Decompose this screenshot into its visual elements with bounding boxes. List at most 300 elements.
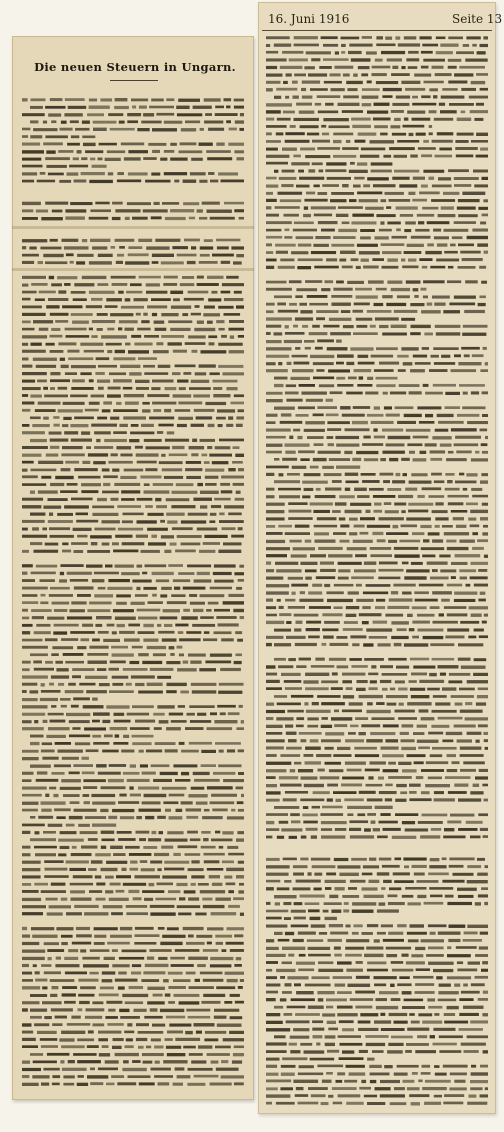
text-line-fragment: [215, 935, 232, 938]
text-line-fragment: [167, 927, 179, 930]
text-line-fragment: [132, 742, 151, 745]
text-line-fragment: [72, 942, 91, 945]
text-line-fragment: [457, 207, 476, 210]
text-line-fragment: [300, 799, 324, 802]
text-line-fragment: [152, 572, 174, 575]
text-line-fragment: [341, 310, 350, 313]
text-line-fragment: [145, 468, 157, 471]
text-line-fragment: [113, 742, 128, 745]
text-line-fragment: [49, 276, 54, 279]
text-line-fragment: [382, 673, 408, 676]
text-line-fragment: [266, 317, 292, 320]
text-line-fragment: [204, 853, 225, 856]
text-line-fragment: [178, 417, 193, 420]
text-line-fragment: [404, 643, 428, 646]
text-line-fragment: [317, 147, 340, 150]
text-line-fragment: [110, 883, 121, 886]
text-line-fragment: [34, 1023, 49, 1026]
text-line-fragment: [22, 520, 45, 523]
text-line-fragment: [22, 624, 33, 627]
text-line-fragment: [126, 1038, 133, 1041]
text-line-fragment: [196, 416, 213, 419]
text-line-fragment: [323, 58, 349, 61]
text-line-fragment: [386, 947, 411, 950]
text-line-fragment: [388, 902, 405, 905]
text-line-fragment: [121, 306, 144, 309]
text-line-fragment: [266, 547, 290, 550]
text-line-fragment: [166, 727, 181, 730]
text-line-fragment: [139, 838, 146, 841]
text-line-fragment: [172, 246, 188, 249]
text-line-fragment: [476, 103, 484, 106]
text-line-fragment: [102, 409, 111, 412]
text-line-fragment: [266, 1042, 287, 1045]
page-number: Seite 13: [452, 12, 503, 26]
text-line-fragment: [74, 550, 84, 553]
text-line-fragment: [294, 628, 301, 631]
text-line-fragment: [90, 158, 95, 161]
text-line-fragment: [317, 406, 337, 409]
text-line-fragment: [168, 342, 182, 345]
text-line-fragment: [337, 354, 354, 357]
text-line-fragment: [61, 942, 68, 945]
text-line-fragment: [160, 158, 167, 161]
text-line-fragment: [200, 254, 210, 257]
text-line-fragment: [374, 939, 380, 942]
text-line-fragment: [204, 98, 221, 101]
text-line-fragment: [183, 372, 191, 375]
text-line-fragment: [266, 177, 277, 180]
text-line-fragment: [127, 1023, 132, 1026]
text-line-fragment: [293, 547, 315, 550]
text-line-fragment: [266, 88, 273, 91]
text-line-fragment: [96, 883, 105, 886]
text-line-fragment: [212, 883, 223, 886]
text-line-fragment: [403, 362, 413, 365]
text-line-fragment: [125, 261, 149, 264]
text-line-fragment: [97, 313, 108, 316]
text-line-fragment: [238, 335, 244, 338]
text-line-fragment: [61, 898, 68, 901]
text-line-fragment: [113, 409, 138, 412]
text-line-fragment: [65, 661, 84, 664]
text-line-fragment: [376, 347, 398, 350]
text-line-fragment: [235, 120, 244, 123]
text-line-fragment: [228, 513, 242, 516]
text-line-fragment: [169, 794, 185, 797]
text-line-fragment: [266, 503, 285, 506]
text-line-fragment: [102, 520, 120, 523]
text-line-fragment: [266, 1021, 283, 1024]
text-line-fragment: [153, 483, 173, 486]
text-line-fragment: [126, 905, 148, 908]
text-line-fragment: [131, 335, 141, 338]
text-line-fragment: [292, 592, 296, 595]
text-line-fragment: [314, 266, 339, 269]
text-line-fragment: [274, 458, 279, 461]
text-line-fragment: [349, 199, 357, 202]
text-line-fragment: [321, 288, 330, 291]
text-line-fragment: [112, 809, 134, 812]
text-line-fragment: [57, 276, 77, 279]
text-line-fragment: [342, 1050, 354, 1053]
text-line-fragment: [48, 113, 61, 116]
text-line-fragment: [453, 873, 474, 876]
text-line-fragment: [464, 932, 478, 935]
text-line-fragment: [113, 431, 127, 434]
text-line-fragment: [94, 572, 119, 575]
text-line-fragment: [419, 421, 435, 424]
text-line-fragment: [305, 347, 311, 350]
text-line-fragment: [161, 335, 184, 338]
text-line-fragment: [428, 924, 447, 927]
text-line-fragment: [161, 535, 174, 538]
text-line-fragment: [191, 380, 210, 383]
text-line-fragment: [407, 1087, 420, 1090]
text-line-fragment: [187, 261, 196, 264]
text-line-fragment: [238, 890, 244, 893]
text-line-fragment: [430, 450, 446, 453]
text-line-fragment: [56, 927, 73, 930]
text-line-fragment: [282, 1057, 307, 1060]
text-line-fragment: [176, 106, 189, 109]
text-line-fragment: [460, 747, 482, 750]
text-line-fragment: [22, 757, 39, 760]
text-line-fragment: [208, 128, 224, 131]
text-line-fragment: [478, 813, 488, 816]
text-line-fragment: [138, 1031, 164, 1034]
text-line-fragment: [169, 713, 183, 716]
text-line-fragment: [442, 858, 447, 861]
text-line-fragment: [22, 675, 48, 678]
text-line-fragment: [98, 1068, 118, 1071]
text-line-fragment: [422, 1087, 447, 1090]
text-line-fragment: [88, 453, 108, 456]
text-line-fragment: [379, 858, 391, 861]
text-line-fragment: [73, 764, 93, 767]
text-line-fragment: [307, 939, 323, 942]
text-line-fragment: [238, 409, 245, 412]
text-line-fragment: [22, 890, 39, 893]
text-line-fragment: [293, 887, 311, 890]
text-line-fragment: [446, 540, 456, 543]
text-line-fragment: [74, 586, 94, 589]
text-line-fragment: [266, 132, 272, 135]
left-article-clipping: [12, 36, 254, 1100]
text-line-fragment: [286, 636, 306, 639]
text-line-fragment: [285, 451, 295, 454]
text-line-fragment: [401, 525, 418, 528]
text-line-fragment: [407, 754, 426, 757]
text-line-fragment: [239, 705, 243, 708]
text-line-fragment: [284, 917, 291, 920]
text-line-fragment: [207, 1053, 230, 1056]
text-line-fragment: [298, 1102, 319, 1105]
text-line-fragment: [58, 387, 68, 390]
text-line-fragment: [60, 564, 83, 567]
text-line-fragment: [483, 732, 488, 735]
text-line-fragment: [399, 976, 410, 979]
text-line-fragment: [266, 939, 274, 942]
text-line-fragment: [266, 828, 279, 831]
text-line-fragment: [64, 1001, 76, 1004]
text-line-fragment: [224, 505, 244, 508]
text-line-fragment: [282, 148, 297, 151]
text-line-fragment: [441, 96, 465, 99]
text-line-fragment: [136, 1038, 147, 1041]
text-line-fragment: [445, 895, 454, 898]
text-line-fragment: [189, 217, 195, 220]
text-line-fragment: [212, 461, 229, 464]
text-line-fragment: [191, 453, 198, 456]
text-line-fragment: [306, 621, 321, 624]
text-line-fragment: [328, 443, 334, 446]
text-line-fragment: [432, 710, 457, 713]
text-line-fragment: [278, 939, 290, 942]
text-line-fragment: [382, 429, 403, 432]
text-line-fragment: [280, 421, 303, 424]
text-line-fragment: [340, 525, 349, 528]
text-line-fragment: [299, 732, 322, 735]
text-line-fragment: [228, 905, 240, 908]
text-line-fragment: [422, 487, 442, 490]
text-line-fragment: [157, 624, 161, 627]
text-line-fragment: [321, 821, 347, 824]
text-line-fragment: [189, 705, 214, 708]
text-line-fragment: [113, 1038, 124, 1041]
text-line-fragment: [360, 236, 371, 239]
text-line-fragment: [435, 517, 448, 520]
text-line-fragment: [91, 860, 103, 863]
text-line-fragment: [335, 51, 339, 54]
text-line-fragment: [187, 1083, 205, 1086]
text-line-fragment: [138, 357, 157, 360]
text-line-fragment: [435, 502, 443, 505]
text-line-fragment: [154, 1075, 173, 1078]
text-line-fragment: [457, 961, 463, 964]
text-line-fragment: [181, 772, 189, 775]
text-line-fragment: [391, 288, 410, 291]
text-line-fragment: [402, 821, 415, 824]
text-line-fragment: [117, 1082, 136, 1085]
text-line-fragment: [183, 202, 199, 205]
text-line-fragment: [292, 369, 314, 372]
text-line-fragment: [129, 986, 144, 989]
text-line-fragment: [296, 725, 304, 728]
text-line-fragment: [22, 328, 35, 331]
text-line-fragment: [216, 616, 236, 619]
text-line-fragment: [133, 897, 142, 900]
text-line-fragment: [377, 909, 399, 912]
text-line-fragment: [53, 416, 59, 419]
text-line-fragment: [53, 794, 58, 797]
text-line-fragment: [266, 917, 282, 920]
text-line-fragment: [154, 321, 165, 324]
text-line-fragment: [356, 688, 366, 691]
text-line-fragment: [472, 547, 484, 550]
text-line-fragment: [362, 443, 383, 446]
text-line-fragment: [363, 865, 379, 868]
text-line-fragment: [279, 495, 300, 498]
text-line-fragment: [124, 394, 145, 397]
text-line-fragment: [382, 251, 401, 254]
text-line-fragment: [266, 429, 291, 432]
text-line-fragment: [128, 890, 139, 893]
text-line-fragment: [274, 295, 292, 298]
text-line-fragment: [451, 428, 477, 431]
text-line-fragment: [42, 757, 58, 760]
text-line-fragment: [293, 325, 298, 328]
text-line-fragment: [43, 387, 48, 390]
text-line-fragment: [353, 74, 358, 77]
text-line-fragment: [145, 564, 167, 567]
text-line-fragment: [175, 550, 196, 553]
text-line-fragment: [135, 875, 160, 878]
text-line-fragment: [77, 150, 82, 153]
text-line-fragment: [345, 510, 362, 513]
text-line-fragment: [266, 451, 282, 454]
text-line-fragment: [102, 491, 119, 494]
text-line-fragment: [266, 118, 274, 121]
text-line-fragment: [163, 1060, 187, 1063]
text-line-fragment: [161, 587, 172, 590]
text-line-fragment: [238, 579, 244, 582]
text-line-fragment: [188, 654, 206, 657]
text-line-fragment: [162, 202, 179, 205]
text-line-fragment: [142, 402, 149, 405]
text-line-fragment: [180, 283, 195, 286]
text-line-fragment: [383, 392, 388, 395]
text-line-fragment: [291, 910, 306, 913]
text-line-fragment: [471, 614, 482, 617]
text-line-fragment: [71, 313, 93, 316]
text-line-fragment: [322, 1013, 335, 1016]
text-line-fragment: [167, 431, 174, 434]
text-line-fragment: [195, 979, 200, 982]
text-line-fragment: [304, 340, 315, 343]
text-line-fragment: [349, 820, 368, 823]
text-line-fragment: [434, 798, 455, 801]
text-line-fragment: [428, 777, 442, 780]
text-line-fragment: [308, 1006, 324, 1009]
text-line-fragment: [62, 1068, 87, 1071]
text-line-fragment: [199, 550, 215, 553]
text-line-fragment: [314, 443, 324, 446]
text-line-fragment: [266, 703, 274, 706]
text-line-fragment: [67, 1023, 91, 1026]
text-line-fragment: [282, 962, 292, 965]
text-line-fragment: [178, 99, 200, 102]
text-line-fragment: [50, 379, 70, 382]
text-line-fragment: [315, 658, 324, 661]
text-line-fragment: [285, 332, 305, 335]
text-line-fragment: [376, 377, 398, 380]
text-line-fragment: [446, 458, 467, 461]
text-line-fragment: [458, 214, 478, 217]
text-line-fragment: [467, 925, 488, 928]
text-line-fragment: [463, 1006, 484, 1009]
text-line-fragment: [478, 569, 487, 572]
text-line-fragment: [480, 1094, 489, 1097]
text-line-fragment: [283, 858, 297, 861]
text-line-fragment: [474, 184, 488, 187]
text-line-fragment: [135, 720, 155, 723]
text-line-fragment: [22, 631, 30, 634]
text-line-fragment: [191, 860, 199, 863]
text-line-fragment: [480, 1065, 488, 1068]
text-line-fragment: [22, 291, 37, 294]
text-line-fragment: [282, 458, 297, 461]
text-line-fragment: [317, 991, 334, 994]
text-line-fragment: [327, 1021, 336, 1024]
text-line-fragment: [233, 1053, 244, 1056]
text-line-fragment: [77, 1060, 101, 1063]
text-line-fragment: [298, 170, 304, 173]
text-line-fragment: [306, 192, 315, 195]
text-line-fragment: [275, 562, 298, 565]
text-line-fragment: [439, 1050, 461, 1053]
text-line-fragment: [207, 786, 233, 789]
text-line-fragment: [454, 1080, 465, 1083]
text-line-fragment: [63, 1075, 74, 1078]
text-line-fragment: [50, 313, 69, 316]
text-line-fragment: [226, 120, 231, 123]
text-line-fragment: [409, 628, 415, 631]
text-line-fragment: [385, 192, 404, 195]
text-line-fragment: [235, 498, 244, 501]
text-line-fragment: [229, 1031, 244, 1034]
text-line-fragment: [423, 140, 429, 143]
text-line-fragment: [405, 1050, 412, 1053]
text-line-fragment: [312, 584, 322, 587]
text-line-fragment: [197, 713, 206, 716]
text-line-fragment: [394, 1021, 408, 1024]
text-line-fragment: [71, 387, 93, 390]
text-line-fragment: [82, 121, 90, 124]
text-line-fragment: [321, 36, 338, 39]
text-line-fragment: [151, 1038, 161, 1041]
text-line-fragment: [22, 387, 41, 390]
text-line-fragment: [131, 602, 145, 605]
text-line-fragment: [208, 335, 217, 338]
text-line-fragment: [396, 666, 409, 669]
text-line-fragment: [408, 192, 415, 195]
text-line-fragment: [110, 727, 128, 730]
text-line-fragment: [352, 421, 368, 424]
text-line-fragment: [266, 473, 274, 476]
text-line-fragment: [328, 554, 352, 557]
text-line-fragment: [218, 365, 243, 368]
text-line-fragment: [235, 454, 244, 457]
text-line-fragment: [421, 791, 430, 794]
text-line-fragment: [460, 621, 479, 624]
text-line-fragment: [323, 636, 334, 639]
text-line-fragment: [418, 1080, 422, 1083]
text-line-fragment: [322, 628, 338, 631]
text-line-fragment: [266, 599, 273, 602]
text-line-fragment: [41, 217, 63, 220]
text-line-fragment: [122, 1068, 146, 1071]
text-line-fragment: [197, 209, 203, 212]
text-line-fragment: [464, 354, 470, 357]
text-line-fragment: [345, 954, 362, 957]
text-line-fragment: [30, 439, 47, 442]
text-line-fragment: [345, 739, 364, 742]
text-line-fragment: [471, 391, 479, 394]
text-line-fragment: [266, 525, 275, 528]
text-line-fragment: [61, 1045, 85, 1048]
text-line-fragment: [22, 661, 31, 664]
